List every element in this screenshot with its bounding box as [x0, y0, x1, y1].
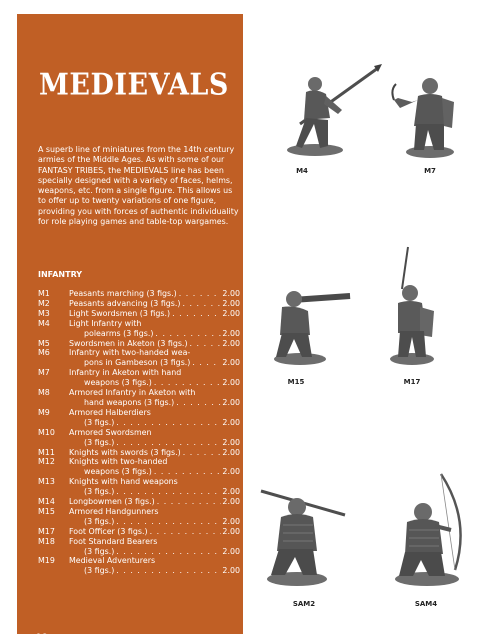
item-description-cont: polearms (3 figs.)	[84, 328, 154, 338]
leader-dots	[153, 329, 221, 339]
item-code: M8	[38, 388, 50, 398]
page-number: 18	[36, 633, 48, 643]
item-price: 2.00	[222, 447, 240, 457]
item-description-cont: (3 figs.)	[84, 437, 115, 447]
catalog-item	[38, 527, 240, 537]
item-code: M3	[38, 308, 50, 318]
leader-dots	[114, 517, 221, 527]
item-price: 2.00	[222, 298, 240, 308]
item-price: 2.00	[222, 308, 240, 318]
item-description: Armored Halberdiers	[69, 407, 151, 417]
catalog-item	[38, 497, 240, 507]
item-description: Infantry in Aketon with hand	[69, 368, 182, 378]
item-description-cont: (3 figs.)	[84, 516, 115, 526]
leader-dots	[114, 487, 221, 497]
catalog-item	[38, 388, 240, 408]
item-description-cont: (3 figs.)	[84, 566, 115, 576]
item-price: 2.00	[222, 487, 240, 497]
figure-label: M15	[287, 378, 305, 386]
catalog-item	[38, 507, 240, 527]
item-price: 2.00	[222, 328, 240, 338]
item-code: M1	[38, 289, 50, 298]
catalog-item	[38, 348, 240, 368]
leader-dots	[188, 339, 222, 349]
item-description: Foot Officer (3 figs.)	[69, 526, 148, 536]
item-description: Armored Infantry in Aketon with	[69, 388, 196, 398]
item-code: M4	[38, 318, 50, 328]
figure-label: M4	[296, 167, 308, 175]
item-code: M5	[38, 338, 50, 348]
item-price: 2.00	[222, 417, 240, 427]
figure-label: SAM4	[414, 600, 438, 608]
item-price: 2.00	[222, 546, 240, 556]
item-price: 2.00	[222, 289, 240, 298]
catalog-list	[38, 289, 240, 576]
item-price: 2.00	[222, 497, 240, 507]
catalog-item	[38, 477, 240, 497]
figure-label: M7	[424, 167, 436, 175]
catalog-item	[38, 289, 240, 299]
catalog-item	[38, 428, 240, 448]
catalog-item	[38, 309, 240, 319]
leader-dots	[190, 358, 221, 368]
figure-m4-image	[270, 62, 385, 162]
page-title: MEDIEVALS	[39, 68, 229, 103]
item-price: 2.00	[222, 397, 240, 407]
catalog-item	[38, 339, 240, 349]
item-description: Swordsmen in Aketon (3 figs.)	[69, 338, 188, 348]
catalog-item	[38, 537, 240, 557]
item-price: 2.00	[222, 358, 240, 368]
item-description-cont: pons in Gambeson (3 figs.)	[84, 358, 191, 368]
leader-dots	[170, 309, 221, 319]
leader-dots	[152, 378, 222, 388]
item-description: Foot Standard Bearers	[69, 536, 158, 546]
item-description: Knights with hand weapons	[69, 477, 178, 487]
item-price: 2.00	[222, 378, 240, 388]
item-description: Peasants advancing (3 figs.)	[69, 298, 181, 308]
item-description: Armored Handgunners	[69, 506, 159, 516]
section-heading: INFANTRY	[38, 270, 83, 279]
item-code: M2	[38, 298, 50, 308]
item-description: Light Infantry with	[69, 318, 142, 328]
item-code: M19	[38, 556, 55, 566]
catalog-panel	[17, 14, 243, 643]
leader-dots	[114, 418, 221, 428]
catalog-item	[38, 408, 240, 428]
figure-m7-image	[390, 70, 470, 162]
leader-dots	[181, 299, 222, 309]
item-code: M9	[38, 407, 50, 417]
catalog-item	[38, 368, 240, 388]
leader-dots	[114, 566, 221, 576]
item-description-cont: hand weapons (3 figs.)	[84, 397, 175, 407]
intro-text: A superb line of miniatures from the 14th century armies of the Middle Ages. As with some of our FANTASY TRIBES, the MEDIEVALS line has been specially designed with a variety of faces, helms, weapons, etc. from a single figure. This allows us to offer up to twenty variations of one figure, providing you with forces of authentic individuality for role playing games and table-top wargames.	[38, 145, 239, 227]
leader-dots	[174, 398, 221, 408]
figure-label: M17	[403, 378, 421, 386]
item-description: Light Swordsmen (3 figs.)	[69, 308, 171, 318]
figure-sam2-image	[255, 485, 350, 590]
item-description: Peasants marching (3 figs.)	[69, 289, 177, 298]
catalog-item	[38, 319, 240, 339]
item-code: M15	[38, 506, 55, 516]
catalog-item	[38, 299, 240, 309]
figure-m15-image	[262, 285, 352, 370]
item-description-cont: (3 figs.)	[84, 487, 115, 497]
item-price: 2.00	[222, 526, 240, 536]
leader-dots	[177, 289, 222, 299]
leader-dots	[148, 527, 222, 537]
item-code: M17	[38, 526, 55, 536]
item-price: 2.00	[222, 437, 240, 447]
item-code: M13	[38, 477, 55, 487]
item-code: M10	[38, 427, 55, 437]
item-price: 2.00	[222, 467, 240, 477]
item-code: M12	[38, 457, 55, 467]
item-description: Knights with swords (3 figs.)	[69, 447, 181, 457]
item-description-cont: weapons (3 figs.)	[84, 467, 152, 477]
leader-dots	[155, 497, 222, 507]
item-description: Longbowmen (3 figs.)	[69, 497, 155, 507]
item-description: Medieval Adventurers	[69, 556, 156, 566]
item-code: M14	[38, 497, 55, 507]
catalog-item	[38, 448, 240, 458]
leader-dots	[114, 438, 221, 448]
figure-sam4-image	[385, 470, 470, 590]
item-description-cont: (3 figs.)	[84, 417, 115, 427]
leader-dots	[114, 547, 221, 557]
item-description: Knights with two-handed	[69, 457, 168, 467]
figure-label: SAM2	[292, 600, 316, 608]
item-code: M6	[38, 348, 50, 358]
item-code: M7	[38, 368, 50, 378]
item-code: M18	[38, 536, 55, 546]
leader-dots	[152, 467, 222, 477]
item-price: 2.00	[222, 566, 240, 576]
item-description-cont: (3 figs.)	[84, 546, 115, 556]
item-price: 2.00	[222, 338, 240, 348]
item-code: M11	[38, 447, 55, 457]
item-description: Infantry with two-handed wea-	[69, 348, 191, 358]
catalog-item	[38, 457, 240, 477]
leader-dots	[181, 448, 222, 458]
item-price: 2.00	[222, 516, 240, 526]
catalog-item	[38, 556, 240, 576]
item-description-cont: weapons (3 figs.)	[84, 378, 152, 388]
item-description: Armored Swordsmen	[69, 427, 152, 437]
figure-m17-image	[380, 245, 450, 370]
